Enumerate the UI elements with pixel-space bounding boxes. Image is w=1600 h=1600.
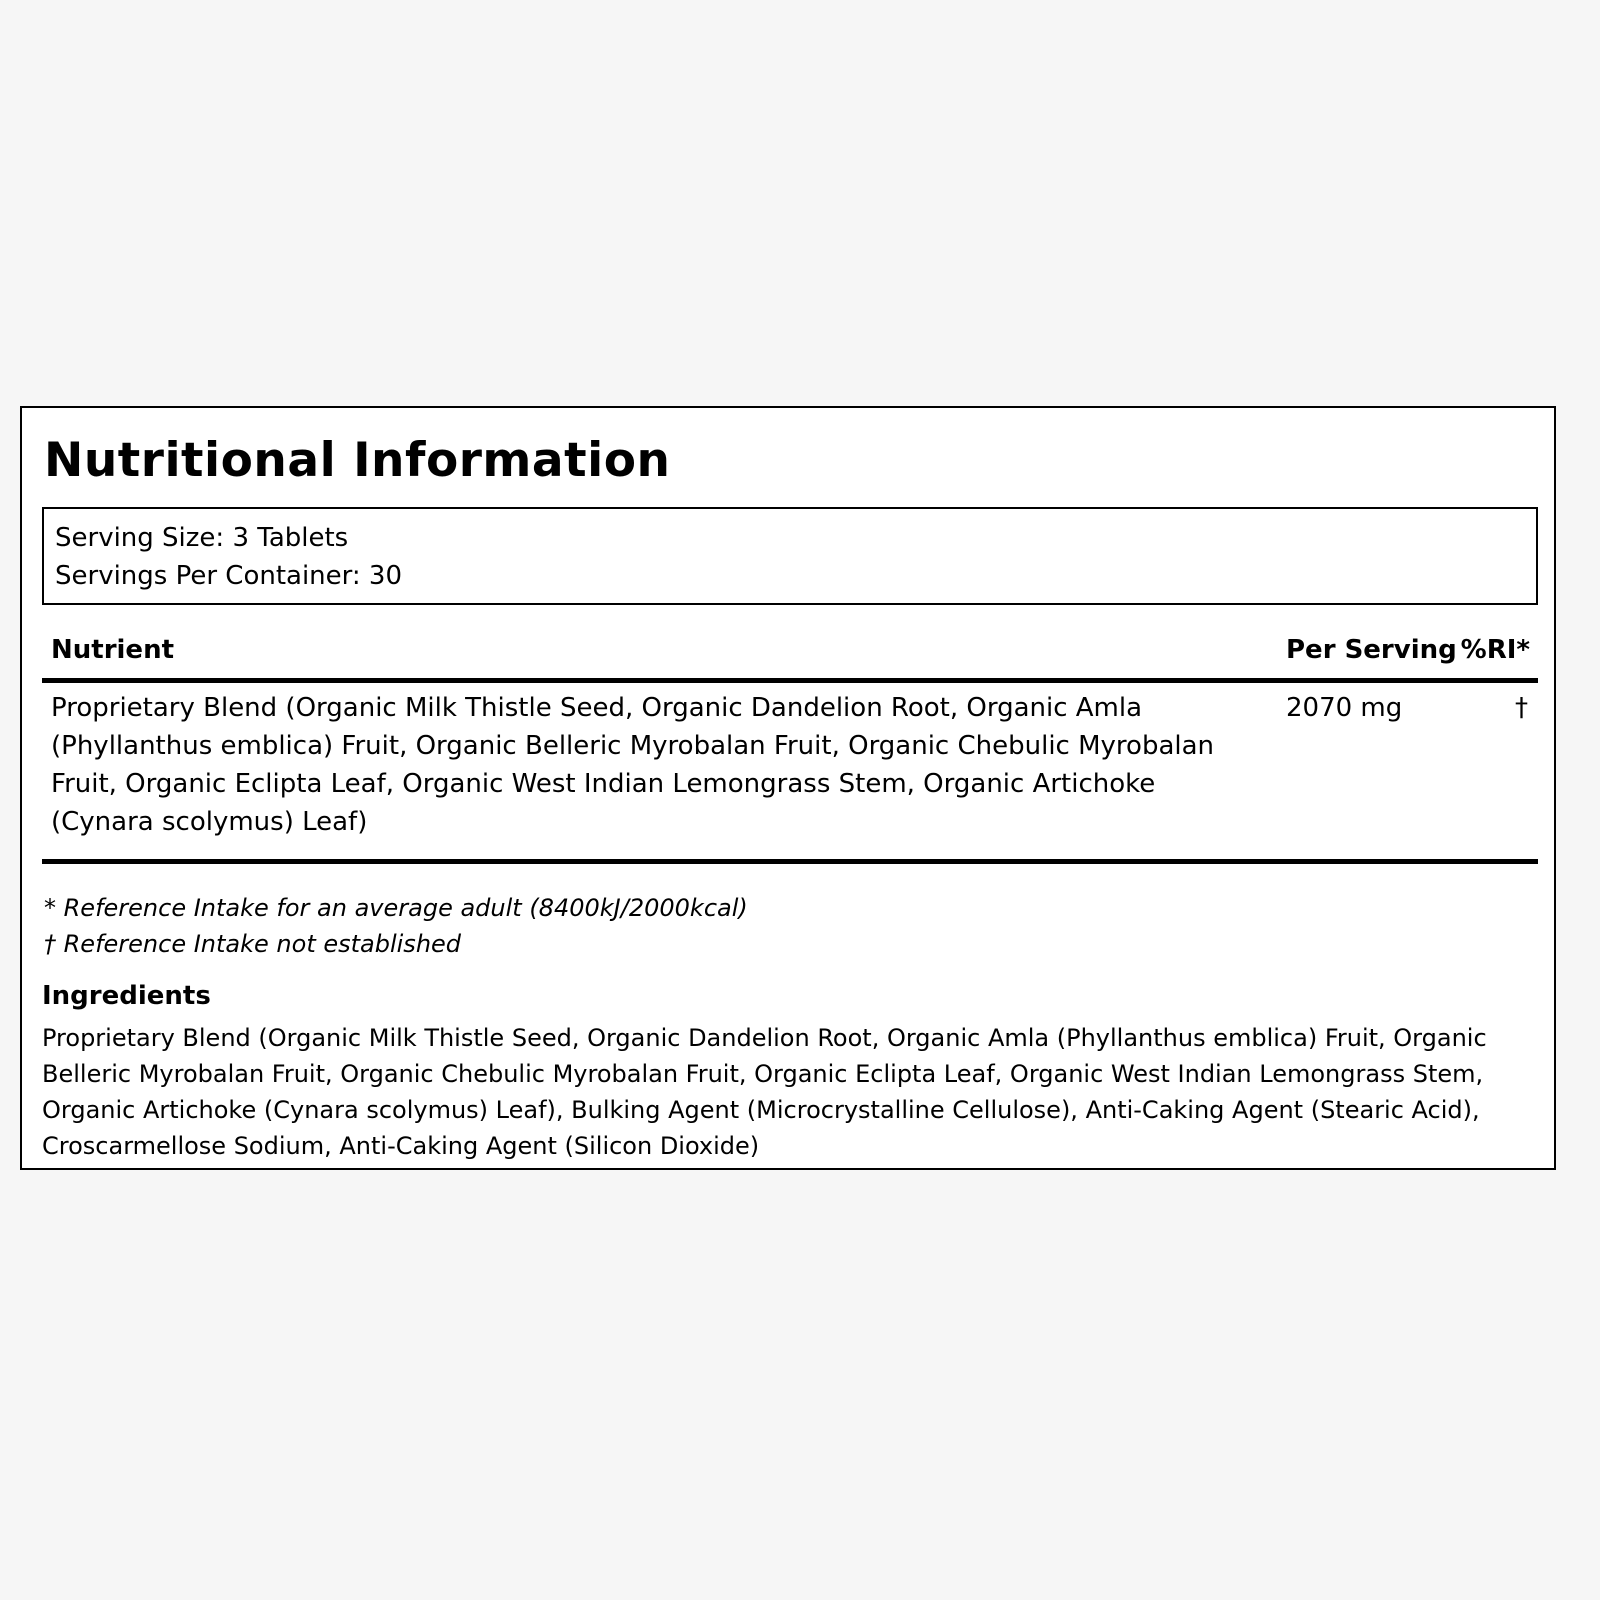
ri-cell: † [1515, 693, 1528, 723]
footnote-not-established: † Reference Intake not established [44, 930, 462, 958]
table-row [42, 689, 1538, 849]
label-title: Nutritional Information [44, 433, 671, 488]
ingredients-heading: Ingredients [42, 981, 211, 1011]
table-bottom-divider [42, 859, 1538, 864]
nutrition-label-panel [20, 406, 1556, 1170]
per-serving-cell: 2070 mg [1286, 693, 1403, 723]
serving-info-box [42, 507, 1538, 605]
column-header-per-serving: Per Serving [1286, 635, 1457, 665]
nutrient-cell: Proprietary Blend (Organic Milk Thistle Seed, Organic Dandelion Root, Organic Amla (Phyllanthus emblica) Fruit, Organic Belleric Myrobalan Fruit, Organic Chebulic Myrobalan Fruit, Organic Eclipta Leaf, Organic West Indian Lemongrass Stem, Organic Artichoke (Cynara scolymus) Leaf) [51, 693, 1215, 837]
servings-per-container: Servings Per Container: 30 [55, 561, 403, 591]
header-divider [42, 678, 1538, 683]
serving-size: Serving Size: 3 Tablets [55, 523, 349, 553]
table-header-row [42, 626, 1538, 678]
footnote-reference-intake: * Reference Intake for an average adult (8400kJ/2000kcal) [44, 894, 748, 922]
ingredients-text: Proprietary Blend (Organic Milk Thistle Seed, Organic Dandelion Root, Organic Amla (Phyllanthus emblica) Fruit, Organic Belleric Myrobalan Fruit, Organic Chebulic Myrobalan Fruit, Organic Eclipta Leaf, Organic West Indian Lemongrass Stem, Organic Artichoke (Cynara scolymus) Leaf), Bulking Agent (Microcrystalline Cellulose), Anti-Caking Agent (Stearic Acid), Croscarmellose Sodium, Anti-Caking Agent (Silicon Dioxide) [42, 1024, 1487, 1160]
column-header-ri: %RI* [1460, 635, 1530, 665]
column-header-nutrient: Nutrient [51, 635, 175, 665]
footnotes [44, 890, 1534, 962]
